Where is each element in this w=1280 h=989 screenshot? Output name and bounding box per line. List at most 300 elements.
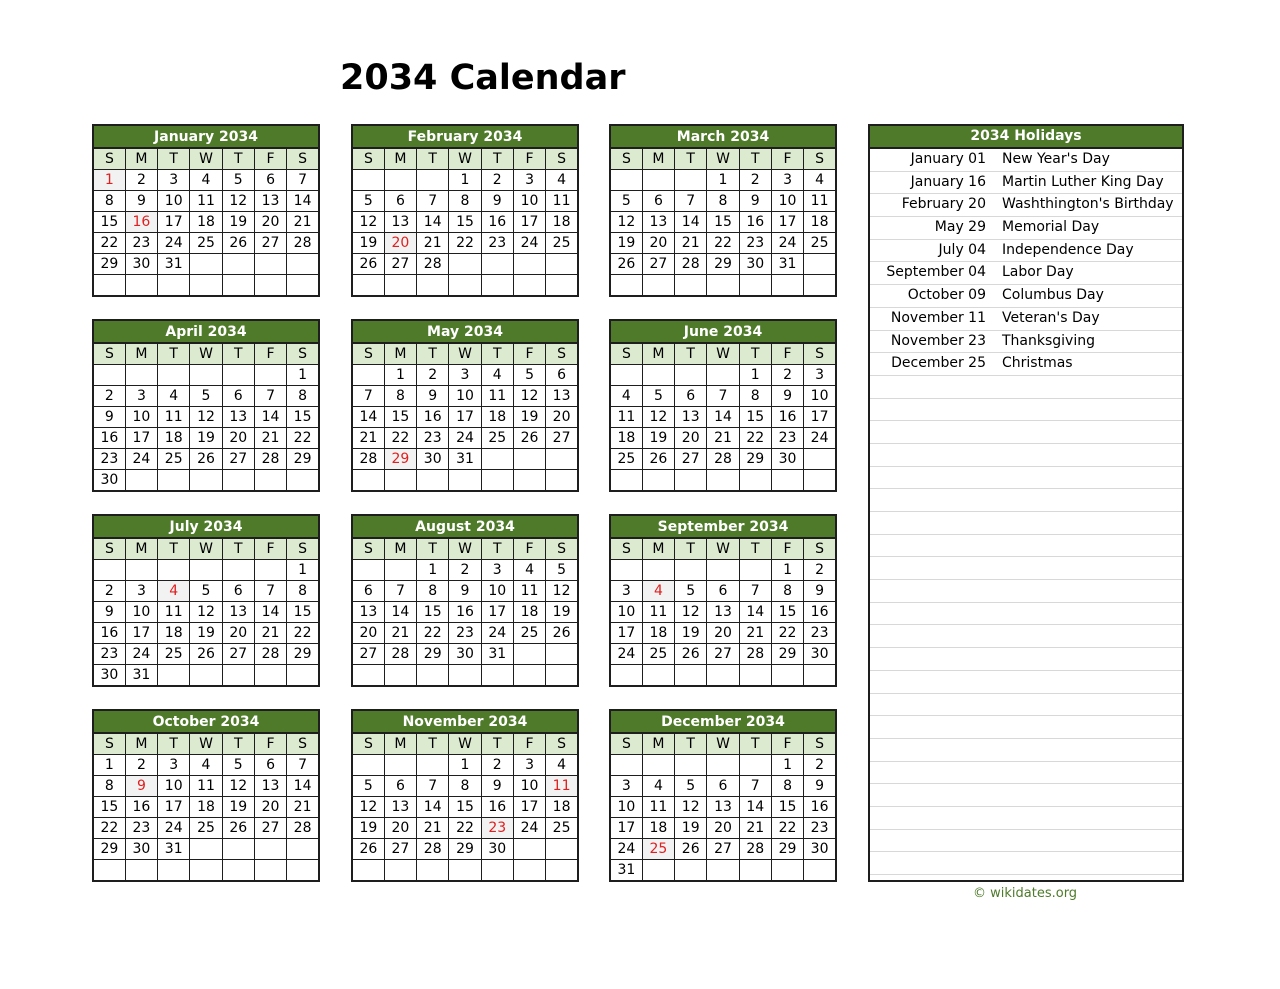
- day-cell: 24: [125, 644, 157, 665]
- day-cell: 18: [190, 212, 222, 233]
- day-cell: 14: [287, 776, 319, 797]
- day-cell: 7: [287, 755, 319, 776]
- day-cell: 27: [384, 254, 416, 275]
- day-cell: 23: [93, 644, 125, 665]
- holiday-row: [870, 308, 1182, 331]
- day-cell: 19: [513, 407, 545, 428]
- day-cell: 13: [642, 212, 674, 233]
- day-cell: [417, 275, 449, 297]
- day-cell: 6: [707, 776, 739, 797]
- holiday-row: [870, 353, 1182, 376]
- day-cell: 1: [771, 755, 803, 776]
- day-cell: 31: [610, 860, 642, 882]
- day-cell: 22: [93, 233, 125, 254]
- day-cell: 17: [513, 797, 545, 818]
- day-cell: 21: [287, 797, 319, 818]
- day-cell: 18: [642, 623, 674, 644]
- day-cell: 2: [804, 755, 836, 776]
- day-cell: [675, 275, 707, 297]
- weekday-header: M: [384, 343, 416, 365]
- day-cell: 24: [771, 233, 803, 254]
- day-cell: [707, 860, 739, 882]
- day-cell: [254, 665, 286, 687]
- day-cell: [804, 275, 836, 297]
- day-cell: 6: [384, 776, 416, 797]
- day-cell: 28: [417, 254, 449, 275]
- day-cell: 10: [610, 797, 642, 818]
- day-cell: 10: [804, 386, 836, 407]
- day-cell: 28: [287, 818, 319, 839]
- day-cell: 1: [707, 170, 739, 191]
- day-cell: 30: [93, 665, 125, 687]
- month-title: March 2034: [610, 125, 836, 148]
- day-cell: 2: [93, 386, 125, 407]
- day-cell: 3: [158, 170, 190, 191]
- day-cell: 28: [739, 644, 771, 665]
- day-cell: 29: [771, 839, 803, 860]
- day-cell: [642, 860, 674, 882]
- day-cell: 15: [771, 602, 803, 623]
- day-cell: 26: [352, 839, 384, 860]
- day-cell: [546, 860, 578, 882]
- day-cell: 19: [675, 818, 707, 839]
- holiday-row: [870, 262, 1182, 285]
- month-title: July 2034: [93, 515, 319, 538]
- day-cell: 26: [675, 644, 707, 665]
- day-cell: [417, 665, 449, 687]
- day-cell: 11: [546, 776, 578, 797]
- holiday-row: [870, 376, 1182, 399]
- day-cell: 2: [417, 365, 449, 386]
- day-cell: 16: [804, 797, 836, 818]
- weekday-header: F: [513, 148, 545, 170]
- holiday-date: July 04: [938, 241, 986, 258]
- day-cell: 26: [610, 254, 642, 275]
- day-cell: 14: [707, 407, 739, 428]
- holiday-name: [1002, 467, 1182, 489]
- day-cell: [287, 470, 319, 492]
- day-cell: [513, 644, 545, 665]
- day-cell: 29: [287, 644, 319, 665]
- day-cell: 9: [125, 191, 157, 212]
- holiday-name: [1002, 671, 1182, 693]
- day-cell: [675, 755, 707, 776]
- day-cell: 19: [546, 602, 578, 623]
- weekday-header: W: [707, 733, 739, 755]
- day-cell: 30: [449, 644, 481, 665]
- day-cell: [707, 275, 739, 297]
- day-cell: 25: [158, 644, 190, 665]
- day-cell: 10: [771, 191, 803, 212]
- day-cell: [675, 560, 707, 581]
- holiday-date: [870, 739, 1002, 761]
- day-cell: [158, 665, 190, 687]
- holiday-name: Veteran's Day: [1002, 309, 1100, 326]
- day-cell: [610, 470, 642, 492]
- day-cell: 23: [125, 233, 157, 254]
- day-cell: 16: [417, 407, 449, 428]
- day-cell: [546, 254, 578, 275]
- holiday-row: [870, 149, 1182, 172]
- weekday-header: W: [449, 538, 481, 560]
- day-cell: 26: [190, 449, 222, 470]
- day-cell: 11: [642, 602, 674, 623]
- day-cell: [190, 665, 222, 687]
- holiday-row: [870, 194, 1182, 217]
- day-cell: 17: [449, 407, 481, 428]
- weekday-header: T: [739, 343, 771, 365]
- holiday-row: [870, 875, 1182, 882]
- day-cell: 24: [610, 839, 642, 860]
- month-calendar: [92, 709, 320, 882]
- holiday-row: [870, 512, 1182, 535]
- month-title: January 2034: [93, 125, 319, 148]
- day-cell: 5: [546, 560, 578, 581]
- weekday-header: T: [675, 148, 707, 170]
- day-cell: 17: [513, 212, 545, 233]
- day-cell: [610, 170, 642, 191]
- month-calendar: [609, 514, 837, 687]
- day-cell: 14: [254, 407, 286, 428]
- day-cell: 18: [513, 602, 545, 623]
- day-cell: 27: [546, 428, 578, 449]
- weekday-header: M: [384, 733, 416, 755]
- day-cell: 13: [384, 797, 416, 818]
- day-cell: 10: [513, 191, 545, 212]
- weekday-header: M: [125, 538, 157, 560]
- day-cell: [417, 470, 449, 492]
- day-cell: 21: [417, 233, 449, 254]
- day-cell: 3: [771, 170, 803, 191]
- day-cell: 15: [417, 602, 449, 623]
- day-cell: [642, 275, 674, 297]
- day-cell: 9: [804, 776, 836, 797]
- day-cell: 12: [190, 602, 222, 623]
- holiday-date: [870, 648, 1002, 670]
- holiday-date: December 25: [891, 355, 986, 372]
- day-cell: 3: [610, 776, 642, 797]
- holiday-name: [1002, 580, 1182, 602]
- day-cell: [449, 275, 481, 297]
- day-cell: 30: [125, 839, 157, 860]
- day-cell: 2: [739, 170, 771, 191]
- month-title: August 2034: [352, 515, 578, 538]
- weekday-header: F: [254, 538, 286, 560]
- day-cell: 26: [222, 233, 254, 254]
- day-cell: [384, 470, 416, 492]
- day-cell: [771, 275, 803, 297]
- day-cell: 30: [739, 254, 771, 275]
- day-cell: [125, 470, 157, 492]
- day-cell: 4: [804, 170, 836, 191]
- day-cell: 5: [513, 365, 545, 386]
- day-cell: 9: [449, 581, 481, 602]
- day-cell: 24: [481, 623, 513, 644]
- day-cell: 7: [384, 581, 416, 602]
- day-cell: 6: [352, 581, 384, 602]
- day-cell: [254, 365, 286, 386]
- day-cell: 18: [610, 428, 642, 449]
- holiday-row: [870, 830, 1182, 853]
- day-cell: [190, 365, 222, 386]
- day-cell: 12: [513, 386, 545, 407]
- day-cell: 24: [158, 233, 190, 254]
- day-cell: 18: [546, 797, 578, 818]
- weekday-header: S: [610, 538, 642, 560]
- holiday-name: [1002, 512, 1182, 534]
- day-cell: 6: [222, 581, 254, 602]
- day-cell: [707, 470, 739, 492]
- day-cell: [287, 860, 319, 882]
- day-cell: 24: [125, 449, 157, 470]
- day-cell: [384, 275, 416, 297]
- day-cell: [158, 275, 190, 297]
- day-cell: [481, 449, 513, 470]
- day-cell: 30: [804, 839, 836, 860]
- month-calendar: [92, 124, 320, 297]
- weekday-header: S: [287, 733, 319, 755]
- day-cell: 20: [707, 818, 739, 839]
- day-cell: 9: [739, 191, 771, 212]
- day-cell: [675, 860, 707, 882]
- day-cell: [158, 470, 190, 492]
- weekday-header: W: [190, 733, 222, 755]
- day-cell: [546, 470, 578, 492]
- day-cell: 15: [771, 797, 803, 818]
- day-cell: [449, 665, 481, 687]
- day-cell: [222, 275, 254, 297]
- day-cell: 10: [125, 602, 157, 623]
- day-cell: 28: [287, 233, 319, 254]
- day-cell: [642, 170, 674, 191]
- day-cell: 8: [449, 191, 481, 212]
- holiday-date: [870, 580, 1002, 602]
- weekday-header: M: [642, 538, 674, 560]
- day-cell: [384, 560, 416, 581]
- day-cell: 12: [675, 797, 707, 818]
- day-cell: 20: [642, 233, 674, 254]
- holidays-panel: [868, 124, 1184, 882]
- day-cell: [481, 470, 513, 492]
- day-cell: 13: [352, 602, 384, 623]
- day-cell: 12: [642, 407, 674, 428]
- day-cell: 21: [707, 428, 739, 449]
- weekday-header: S: [546, 343, 578, 365]
- day-cell: [254, 275, 286, 297]
- day-cell: 22: [287, 623, 319, 644]
- holiday-name: Washthington's Birthday: [1002, 196, 1174, 213]
- day-cell: 21: [739, 818, 771, 839]
- day-cell: 15: [449, 212, 481, 233]
- weekday-header: S: [546, 538, 578, 560]
- day-cell: 3: [449, 365, 481, 386]
- day-cell: 20: [254, 797, 286, 818]
- day-cell: [707, 365, 739, 386]
- day-cell: 16: [771, 407, 803, 428]
- day-cell: 6: [254, 755, 286, 776]
- day-cell: 5: [222, 170, 254, 191]
- weekday-header: S: [287, 538, 319, 560]
- day-cell: 31: [771, 254, 803, 275]
- day-cell: 7: [675, 191, 707, 212]
- day-cell: [739, 755, 771, 776]
- day-cell: 5: [642, 386, 674, 407]
- day-cell: 22: [771, 818, 803, 839]
- day-cell: 27: [254, 818, 286, 839]
- day-cell: [352, 860, 384, 882]
- holiday-date: [870, 467, 1002, 489]
- day-cell: 28: [739, 839, 771, 860]
- day-cell: 16: [93, 623, 125, 644]
- day-cell: [93, 560, 125, 581]
- weekday-header: F: [771, 538, 803, 560]
- day-cell: 13: [222, 407, 254, 428]
- weekday-header: T: [675, 343, 707, 365]
- day-cell: 17: [125, 623, 157, 644]
- day-cell: 4: [546, 170, 578, 191]
- day-cell: [739, 560, 771, 581]
- day-cell: 10: [158, 776, 190, 797]
- weekday-header: T: [739, 538, 771, 560]
- day-cell: 17: [158, 212, 190, 233]
- day-cell: 10: [610, 602, 642, 623]
- weekday-header: S: [546, 733, 578, 755]
- holiday-name: Memorial Day: [1002, 219, 1100, 236]
- day-cell: 15: [707, 212, 739, 233]
- day-cell: 9: [481, 191, 513, 212]
- weekday-header: S: [93, 343, 125, 365]
- holiday-name: [1002, 625, 1182, 647]
- day-cell: 29: [739, 449, 771, 470]
- holiday-date: February 20: [901, 196, 986, 213]
- day-cell: 2: [93, 581, 125, 602]
- weekday-header: T: [739, 733, 771, 755]
- holiday-date: September 04: [886, 264, 986, 281]
- day-cell: 30: [804, 644, 836, 665]
- weekday-header: M: [384, 148, 416, 170]
- day-cell: 24: [804, 428, 836, 449]
- holiday-date: [870, 421, 1002, 443]
- day-cell: [93, 860, 125, 882]
- weekday-header: F: [771, 343, 803, 365]
- weekday-header: F: [771, 733, 803, 755]
- day-cell: 14: [675, 212, 707, 233]
- day-cell: 19: [352, 818, 384, 839]
- day-cell: 22: [417, 623, 449, 644]
- day-cell: 20: [384, 818, 416, 839]
- day-cell: 10: [158, 191, 190, 212]
- weekday-header: T: [481, 538, 513, 560]
- day-cell: [222, 254, 254, 275]
- day-cell: [254, 860, 286, 882]
- weekday-header: T: [481, 733, 513, 755]
- day-cell: [254, 470, 286, 492]
- day-cell: 5: [610, 191, 642, 212]
- day-cell: 29: [449, 839, 481, 860]
- day-cell: 23: [93, 449, 125, 470]
- weekday-header: S: [352, 148, 384, 170]
- day-cell: 1: [287, 560, 319, 581]
- day-cell: 5: [675, 581, 707, 602]
- weekday-header: S: [804, 733, 836, 755]
- weekday-header: T: [481, 343, 513, 365]
- day-cell: 11: [158, 407, 190, 428]
- day-cell: 29: [93, 839, 125, 860]
- day-cell: 16: [449, 602, 481, 623]
- day-cell: 25: [481, 428, 513, 449]
- day-cell: 8: [417, 581, 449, 602]
- day-cell: 27: [384, 839, 416, 860]
- day-cell: 23: [771, 428, 803, 449]
- day-cell: 27: [675, 449, 707, 470]
- weekday-header: S: [610, 148, 642, 170]
- day-cell: 4: [481, 365, 513, 386]
- day-cell: 9: [417, 386, 449, 407]
- day-cell: 12: [546, 581, 578, 602]
- weekday-header: T: [417, 343, 449, 365]
- page-title: 2034 Calendar: [340, 58, 626, 98]
- day-cell: 23: [804, 623, 836, 644]
- day-cell: 28: [675, 254, 707, 275]
- day-cell: 19: [222, 212, 254, 233]
- day-cell: 16: [804, 602, 836, 623]
- weekday-header: W: [449, 733, 481, 755]
- day-cell: 21: [254, 623, 286, 644]
- day-cell: 31: [449, 449, 481, 470]
- day-cell: 4: [513, 560, 545, 581]
- day-cell: [125, 275, 157, 297]
- weekday-header: F: [513, 733, 545, 755]
- weekday-header: M: [642, 343, 674, 365]
- day-cell: 24: [449, 428, 481, 449]
- day-cell: 18: [481, 407, 513, 428]
- day-cell: 20: [254, 212, 286, 233]
- day-cell: 9: [93, 407, 125, 428]
- day-cell: 2: [125, 755, 157, 776]
- day-cell: 27: [222, 449, 254, 470]
- holiday-date: [870, 762, 1002, 784]
- holiday-name: [1002, 739, 1182, 761]
- day-cell: 9: [804, 581, 836, 602]
- day-cell: 11: [513, 581, 545, 602]
- day-cell: 15: [93, 797, 125, 818]
- weekday-header: T: [222, 343, 254, 365]
- holiday-date: [870, 603, 1002, 625]
- day-cell: 14: [287, 191, 319, 212]
- day-cell: 20: [546, 407, 578, 428]
- day-cell: 8: [449, 776, 481, 797]
- weekday-header: T: [158, 343, 190, 365]
- day-cell: 1: [417, 560, 449, 581]
- day-cell: 5: [190, 386, 222, 407]
- day-cell: [771, 860, 803, 882]
- holiday-name: [1002, 830, 1182, 852]
- weekday-header: W: [190, 148, 222, 170]
- day-cell: 23: [125, 818, 157, 839]
- holiday-date: [870, 694, 1002, 716]
- day-cell: 7: [739, 581, 771, 602]
- day-cell: [449, 254, 481, 275]
- day-cell: 22: [93, 818, 125, 839]
- day-cell: 11: [610, 407, 642, 428]
- day-cell: 7: [417, 191, 449, 212]
- day-cell: 16: [125, 797, 157, 818]
- day-cell: [93, 365, 125, 386]
- weekday-header: T: [739, 148, 771, 170]
- day-cell: 7: [707, 386, 739, 407]
- weekday-header: T: [417, 148, 449, 170]
- day-cell: [642, 665, 674, 687]
